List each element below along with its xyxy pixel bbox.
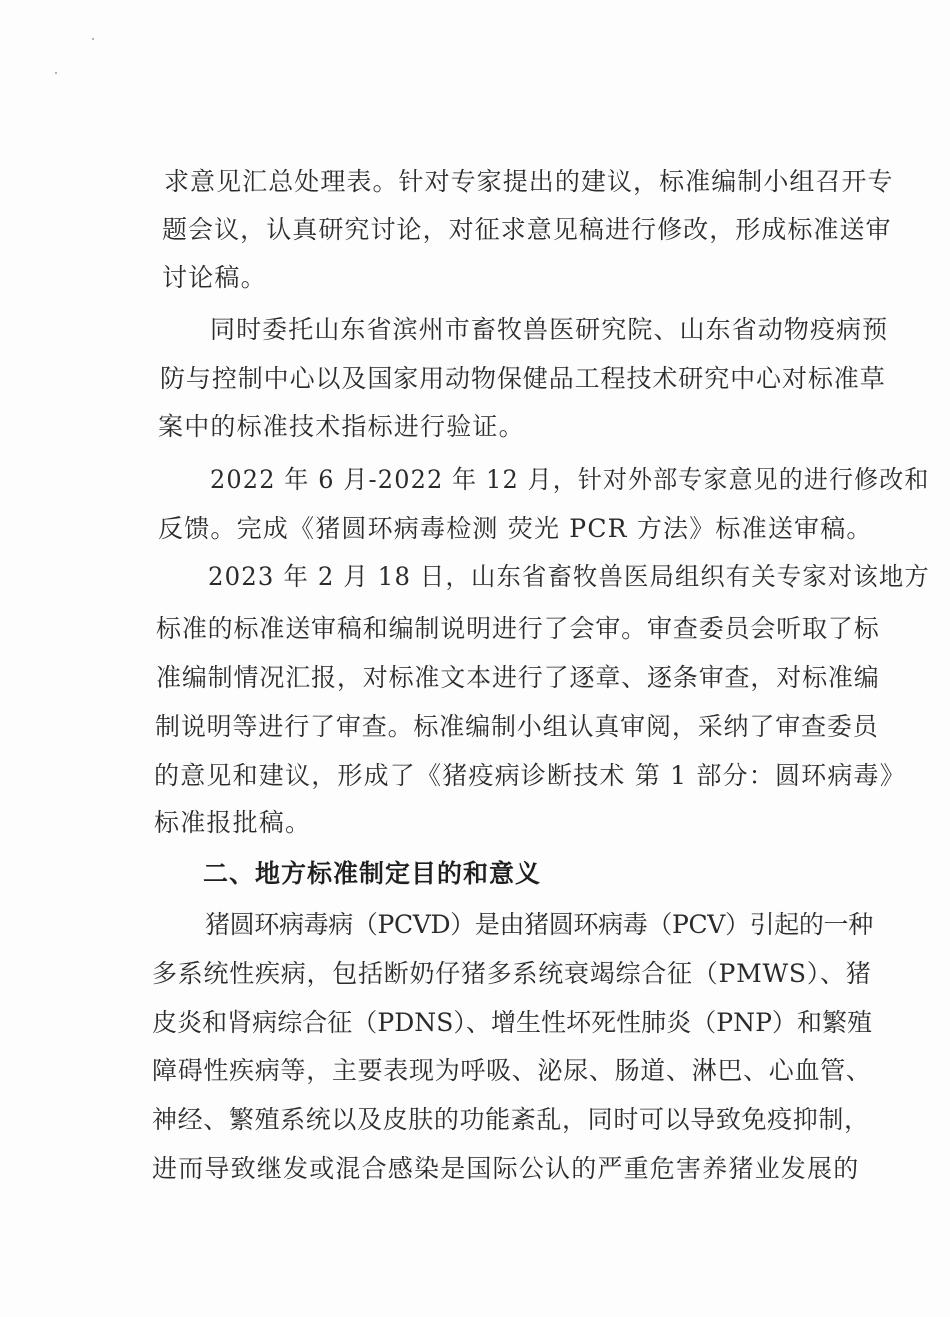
section-heading: 二、地方标准制定目的和意义 — [203, 859, 542, 888]
paragraph-2-line-1: 同时委托山东省滨州市畜牧兽医研究院、山东省动物疫病预 — [210, 315, 889, 344]
paragraph-3-line-2: 反馈。完成《猪圆环病毒检测 荧光 PCR 方法》标准送审稿。 — [158, 514, 873, 543]
paragraph-4-line-2: 标准的标准送审稿和编制说明进行了会审。审查委员会听取了标 — [156, 614, 880, 643]
paragraph-1-line-1: 求意见汇总处理表。针对专家提出的建议，标准编制小组召开专 — [164, 167, 894, 196]
paragraph-5-line-3: 皮炎和肾病综合征（PDNS）、增生性坏死性肺炎（PNP）和繁殖 — [152, 1008, 873, 1037]
paragraph-5-line-5: 神经、繁殖系统以及皮肤的功能紊乱，同时可以导致免疫抑制， — [152, 1105, 870, 1134]
paragraph-2-line-3: 案中的标准技术指标进行验证。 — [158, 412, 525, 441]
paragraph-4-line-1: 2023 年 2 月 18 日，山东省畜牧兽医局组织有关专家对该地方 — [208, 562, 930, 591]
paragraph-2-line-2: 防与控制中心以及国家用动物保健品工程技术研究中心对标准草 — [160, 364, 886, 393]
paragraph-5-line-4: 障碍性疾病等，主要表现为呼吸、泌尿、肠道、淋巴、心血管、 — [152, 1056, 872, 1085]
paragraph-1-line-3: 讨论稿。 — [162, 263, 267, 292]
paragraph-1-line-2: 题会议，认真研究讨论，对征求意见稿进行修改，形成标准送审 — [162, 215, 892, 244]
paragraph-5-line-6: 进而导致继发或混合感染是国际公认的严重危害养猪业发展的 — [152, 1154, 860, 1183]
paragraph-5-line-2: 多系统性疾病，包括断奶仔猪多系统衰竭综合征（PMWS）、猪 — [152, 959, 872, 988]
paragraph-4-line-4: 制说明等进行了审查。标准编制小组认真审阅，采纳了审查委员 — [155, 712, 879, 741]
paragraph-3-line-1: 2022 年 6 月-2022 年 12 月，针对外部专家意见的进行修改和 — [210, 465, 930, 494]
scan-speck — [55, 72, 57, 74]
paragraph-4-line-3: 准编制情况汇报，对标准文本进行了逐章、逐条审查，对标准编 — [156, 663, 880, 692]
paragraph-5-line-1: 猪圆环病毒病（PCVD）是由猪圆环病毒（PCV）引起的一种 — [205, 910, 873, 939]
paragraph-4-line-6: 标准报批稿。 — [154, 808, 312, 837]
scan-speck — [92, 38, 94, 40]
paragraph-4-line-5: 的意见和建议，形成了《猪疫病诊断技术 第 1 部分：圆环病毒》 — [154, 761, 906, 790]
